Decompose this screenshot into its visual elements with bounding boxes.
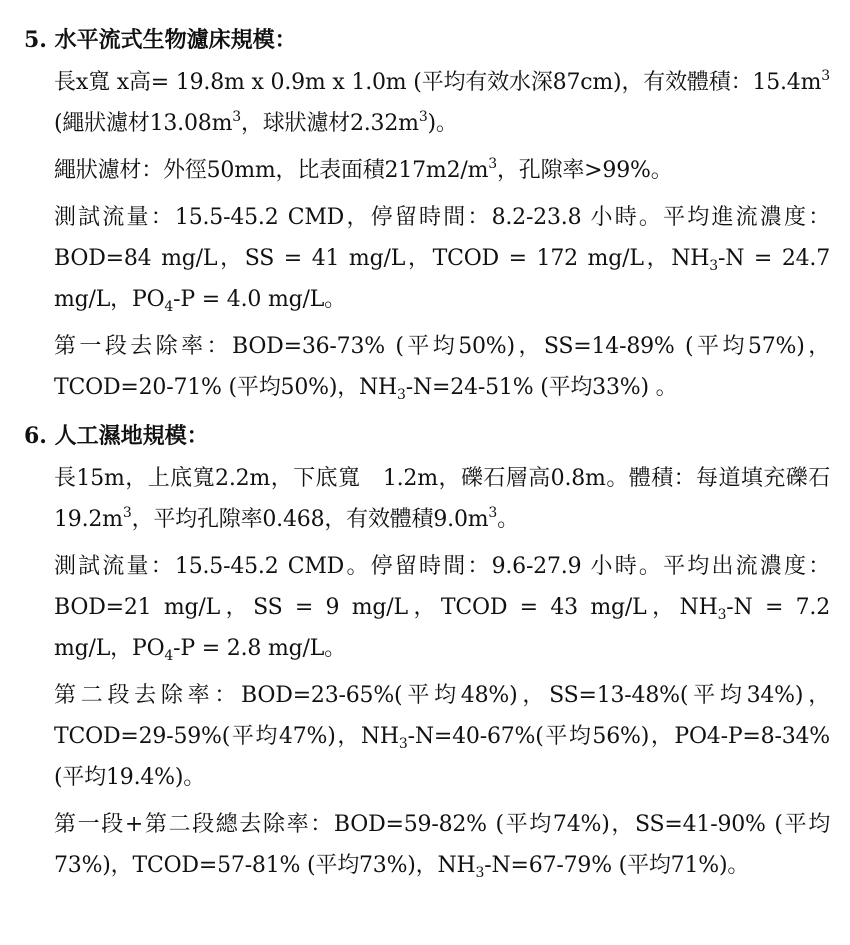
subscript: 4 bbox=[164, 299, 174, 315]
text-run: 繩狀濾材：外徑50mm，比表面積217m2/m bbox=[54, 158, 489, 183]
superscript: 3 bbox=[122, 505, 132, 521]
section-5-heading: 5. 水平流式生物濾床規模： bbox=[24, 27, 297, 53]
text-run: -N=40-67%(平均56%)，PO4-P=8-34%(平均19.4%)。 bbox=[54, 724, 830, 790]
text-run: ，球狀濾材2.32m bbox=[240, 111, 419, 136]
section-6-paragraph-dimensions bbox=[54, 458, 830, 540]
section-6-body bbox=[24, 458, 837, 886]
section-5-paragraph-dimensions bbox=[54, 62, 837, 144]
superscript: 3 bbox=[418, 109, 428, 125]
text-run: 測試流量：15.5-45.2 CMD。停留時間：9.6-27.9 小時。平均出流濃度：BOD=21 mg/L，SS = 9 mg/L，TCOD = 43 mg/L，NH bbox=[54, 554, 830, 620]
superscript: 3 bbox=[232, 109, 241, 125]
text-run: (繩狀濾材13.08m bbox=[54, 70, 837, 136]
subscript: 3 bbox=[397, 387, 406, 403]
text-run: 。 bbox=[497, 507, 519, 532]
text-run: 第一段+第二段總去除率：BOD=59-82% (平均74%)，SS=41-90% (平均73%)，TCOD=57-81% (平均73%)，NH bbox=[54, 812, 830, 878]
text-run: -N=67-79% (平均71%)。 bbox=[484, 853, 750, 878]
text-run: )。 bbox=[427, 111, 458, 136]
text-run: -N = 7.2 mg/L，PO bbox=[54, 595, 837, 661]
subscript: 3 bbox=[475, 865, 485, 881]
section-6-paragraph-total-removal bbox=[54, 804, 830, 886]
superscript: 3 bbox=[821, 68, 830, 84]
superscript: 3 bbox=[488, 156, 497, 172]
subscript: 3 bbox=[398, 736, 408, 752]
subscript: 4 bbox=[164, 648, 174, 664]
subscript: 3 bbox=[709, 258, 718, 274]
subscript: 3 bbox=[717, 607, 727, 623]
text-run: -N=24-51% (平均33%) 。 bbox=[405, 375, 678, 400]
text-run: 長x寬 x高= 19.8m x 0.9m x 1.0m (平均有效水深87cm)，有效體積：15.4m bbox=[54, 70, 822, 95]
superscript: 3 bbox=[488, 505, 498, 521]
text-run: 第一段去除率：BOD=36-73% (平均50%)，SS=14-89% (平均57%)，TCOD=20-71% (平均50%)，NH bbox=[54, 334, 830, 400]
section-6-heading: 6. 人工濕地規模： bbox=[24, 423, 209, 449]
section-5-paragraph-removal bbox=[54, 326, 830, 408]
text-run: -P = 4.0 mg/L。 bbox=[173, 287, 346, 312]
section-5-paragraph-flow bbox=[54, 197, 837, 320]
text-run: -N = 24.7 mg/L，PO bbox=[54, 246, 837, 312]
text-run: 長15m，上底寬2.2m，下底寬 1.2m，礫石層高0.8m。體積：每道填充礫石19.2m bbox=[54, 466, 830, 532]
text-run: -P = 2.8 mg/L。 bbox=[173, 636, 346, 661]
section-6-paragraph-flow bbox=[54, 546, 837, 669]
section-5-body bbox=[24, 62, 837, 408]
section-5-paragraph-media bbox=[54, 150, 830, 191]
text-run: 測試流量：15.5-45.2 CMD，停留時間：8.2-23.8 小時。平均進流濃度：BOD=84 mg/L，SS = 41 mg/L，TCOD = 172 mg/L，NH bbox=[54, 205, 830, 271]
text-run: ，孔隙率>99%。 bbox=[496, 158, 673, 183]
section-6-paragraph-removal bbox=[54, 675, 830, 798]
text-run: ，平均孔隙率0.468，有效體積9.0m bbox=[131, 507, 489, 532]
text-run: 第二段去除率：BOD=23-65%(平均48%)，SS=13-48%(平均34%)，TCOD=29-59%(平均47%)，NH bbox=[54, 683, 830, 749]
